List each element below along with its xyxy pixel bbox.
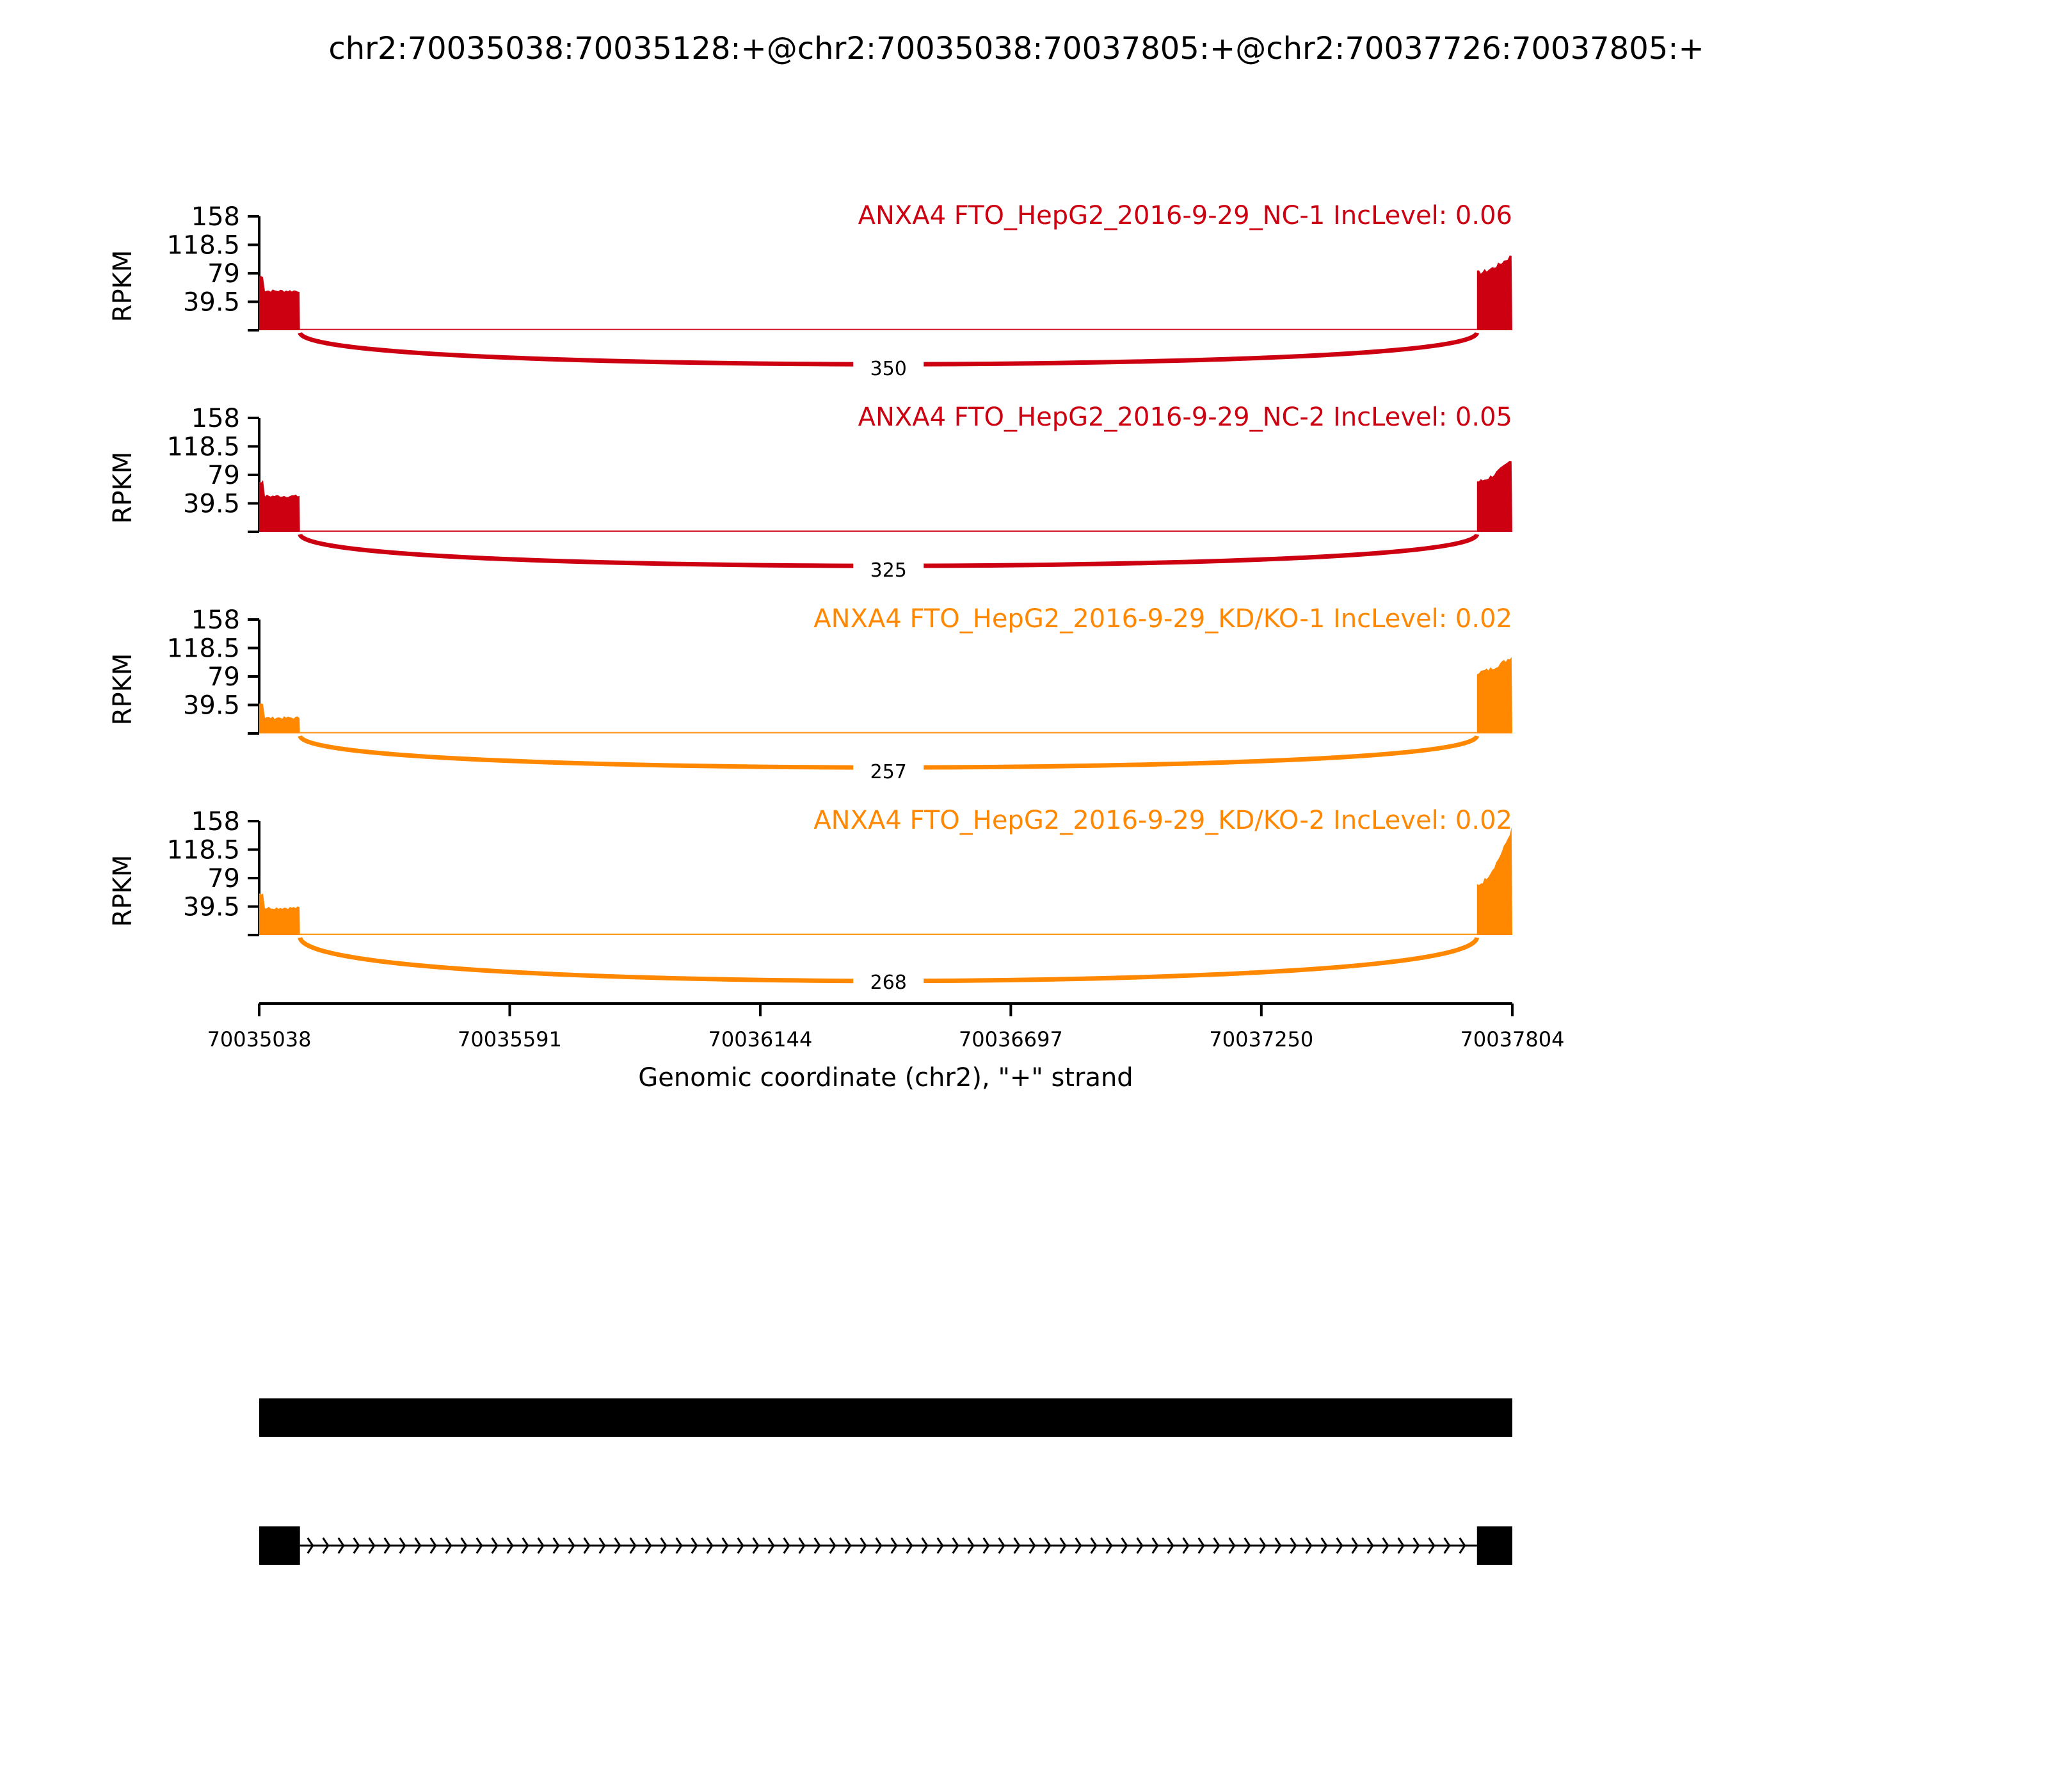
track-4 (108, 806, 1512, 996)
x-tick-label: 70036697 (958, 1027, 1063, 1052)
intron-coverage (300, 934, 1477, 935)
track-1 (108, 201, 1512, 383)
track-2 (108, 403, 1512, 584)
x-tick-label: 70036144 (708, 1027, 813, 1052)
exon2-coverage (1477, 828, 1512, 936)
x-axis (207, 1004, 1565, 1092)
y-tick-label: 158 (191, 807, 240, 836)
y-tick-label: 158 (191, 404, 240, 433)
intron-coverage (300, 329, 1477, 330)
exon-block-2 (1477, 1526, 1512, 1565)
y-axis-label: RPKM (108, 854, 138, 927)
junction-count: 350 (870, 358, 907, 380)
y-tick-label: 118.5 (166, 634, 240, 664)
gene-span-bar (259, 1398, 1512, 1437)
y-tick-label: 118.5 (166, 230, 240, 260)
x-tick-label: 70035038 (207, 1027, 312, 1052)
gene-model (259, 1398, 1512, 1565)
y-axis-label: RPKM (108, 451, 138, 524)
track-label: ANXA4 FTO_HepG2_2016-9-29_KD/KO-1 IncLevel: 0.02 (813, 604, 1512, 634)
x-tick-group (207, 1004, 1565, 1052)
exon1-coverage (259, 480, 300, 532)
x-tick-label: 70035591 (458, 1027, 562, 1052)
y-tick-label: 39.5 (182, 892, 240, 922)
junction-count: 257 (870, 761, 907, 783)
y-axis-label: RPKM (108, 250, 138, 323)
intron-coverage (300, 531, 1477, 532)
y-tick-label: 39.5 (182, 287, 240, 317)
figure-title: chr2:70035038:70035128:+@chr2:70035038:70037805:+@chr2:70037726:70037805:+ (328, 31, 1704, 67)
track-label: ANXA4 FTO_HepG2_2016-9-29_NC-2 IncLevel: 0.05 (858, 403, 1512, 432)
y-tick-label: 79 (207, 259, 240, 289)
x-axis-label: Genomic coordinate (chr2), "+" strand (638, 1063, 1133, 1092)
transcript-model (259, 1526, 1512, 1565)
exon2-coverage (1477, 255, 1512, 330)
junction-count: 268 (870, 972, 907, 994)
exon2-coverage (1477, 461, 1512, 532)
y-tick-label: 79 (207, 662, 240, 692)
y-tick-label: 118.5 (166, 835, 240, 865)
exon1-coverage (259, 893, 300, 935)
y-tick-label: 79 (207, 864, 240, 893)
y-tick-label: 158 (191, 202, 240, 232)
y-tick-label: 39.5 (182, 489, 240, 519)
y-tick-label: 158 (191, 605, 240, 635)
x-tick-label: 70037804 (1460, 1027, 1565, 1052)
y-tick-label: 79 (207, 461, 240, 490)
exon2-coverage (1477, 657, 1512, 733)
exon-block-1 (259, 1526, 300, 1565)
exon1-coverage (259, 276, 300, 330)
track-3 (108, 604, 1512, 786)
exon1-coverage (259, 703, 300, 733)
junction-count: 325 (870, 559, 907, 582)
track-label: ANXA4 FTO_HepG2_2016-9-29_KD/KO-2 IncLevel: 0.02 (813, 806, 1512, 835)
y-tick-label: 39.5 (182, 691, 240, 721)
track-label: ANXA4 FTO_HepG2_2016-9-29_NC-1 IncLevel: 0.06 (858, 201, 1512, 230)
x-tick-label: 70037250 (1209, 1027, 1314, 1052)
intron-coverage (300, 732, 1477, 733)
y-axis-label: RPKM (108, 653, 138, 726)
y-tick-label: 118.5 (166, 432, 240, 462)
coverage-tracks (108, 201, 1512, 996)
